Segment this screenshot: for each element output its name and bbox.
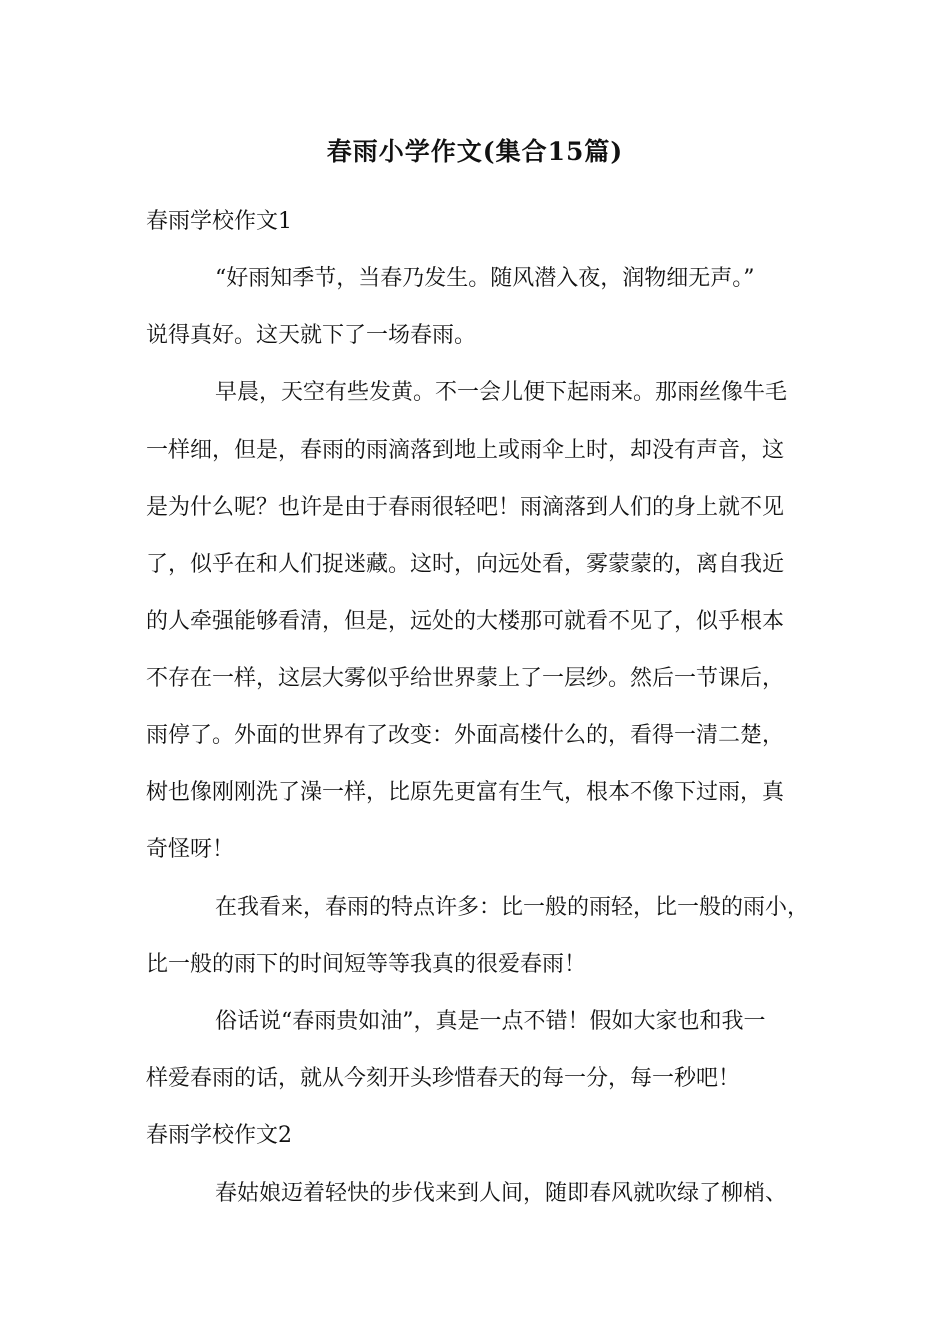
paragraph-line: 树也像刚刚洗了澡一样，比原先更富有生气，根本不像下过雨，真 bbox=[146, 780, 785, 805]
paragraph-line: 雨停了。外面的世界有了改变：外面高楼什么的，看得一清二楚， bbox=[146, 723, 785, 748]
paragraph-line: 样爱春雨的话，就从今刻开头珍惜春天的每一分，每一秒吧！ bbox=[146, 1066, 741, 1091]
paragraph-line: “好雨知季节，当春乃发生。随风潜入夜，润物细无声。” bbox=[215, 266, 755, 291]
paragraph-line: 说得真好。这天就下了一场春雨。 bbox=[146, 323, 477, 348]
paragraph-line: 不存在一样，这层大雾似乎给世界蒙上了一层纱。然后一节课后， bbox=[146, 666, 785, 691]
paragraph-line: 春姑娘迈着轻快的步伐来到人间，随即春风就吹绿了柳梢、 bbox=[215, 1181, 788, 1206]
paragraph-line: 在我看来，春雨的特点许多：比一般的雨轻，比一般的雨小， bbox=[215, 895, 810, 920]
paragraph-line: 比一般的雨下的时间短等等我真的很爱春雨！ bbox=[146, 952, 587, 977]
paragraph-line: 俗话说“春雨贵如油”，真是一点不错！假如大家也和我一 bbox=[215, 1009, 766, 1034]
document-title: 春雨小学作文(集合15篇) bbox=[326, 137, 624, 166]
paragraph-line: 一样细，但是，春雨的雨滴落到地上或雨伞上时，却没有声音，这 bbox=[146, 438, 785, 463]
paragraph-line: 早晨，天空有些发黄。不一会儿便下起雨来。那雨丝像牛毛 bbox=[215, 380, 788, 405]
paragraph-line: 奇怪呀！ bbox=[146, 837, 235, 862]
section-heading: 春雨学校作文2 bbox=[146, 1123, 292, 1148]
section-heading: 春雨学校作文1 bbox=[146, 209, 292, 234]
paragraph-line: 了，似乎在和人们捉迷藏。这时，向远处看，雾蒙蒙的，离自我近 bbox=[146, 552, 785, 577]
paragraph-line: 的人牵强能够看清，但是，远处的大楼那可就看不见了，似乎根本 bbox=[146, 609, 785, 634]
paragraph-line: 是为什么呢？也许是由于春雨很轻吧！雨滴落到人们的身上就不见 bbox=[146, 495, 785, 520]
